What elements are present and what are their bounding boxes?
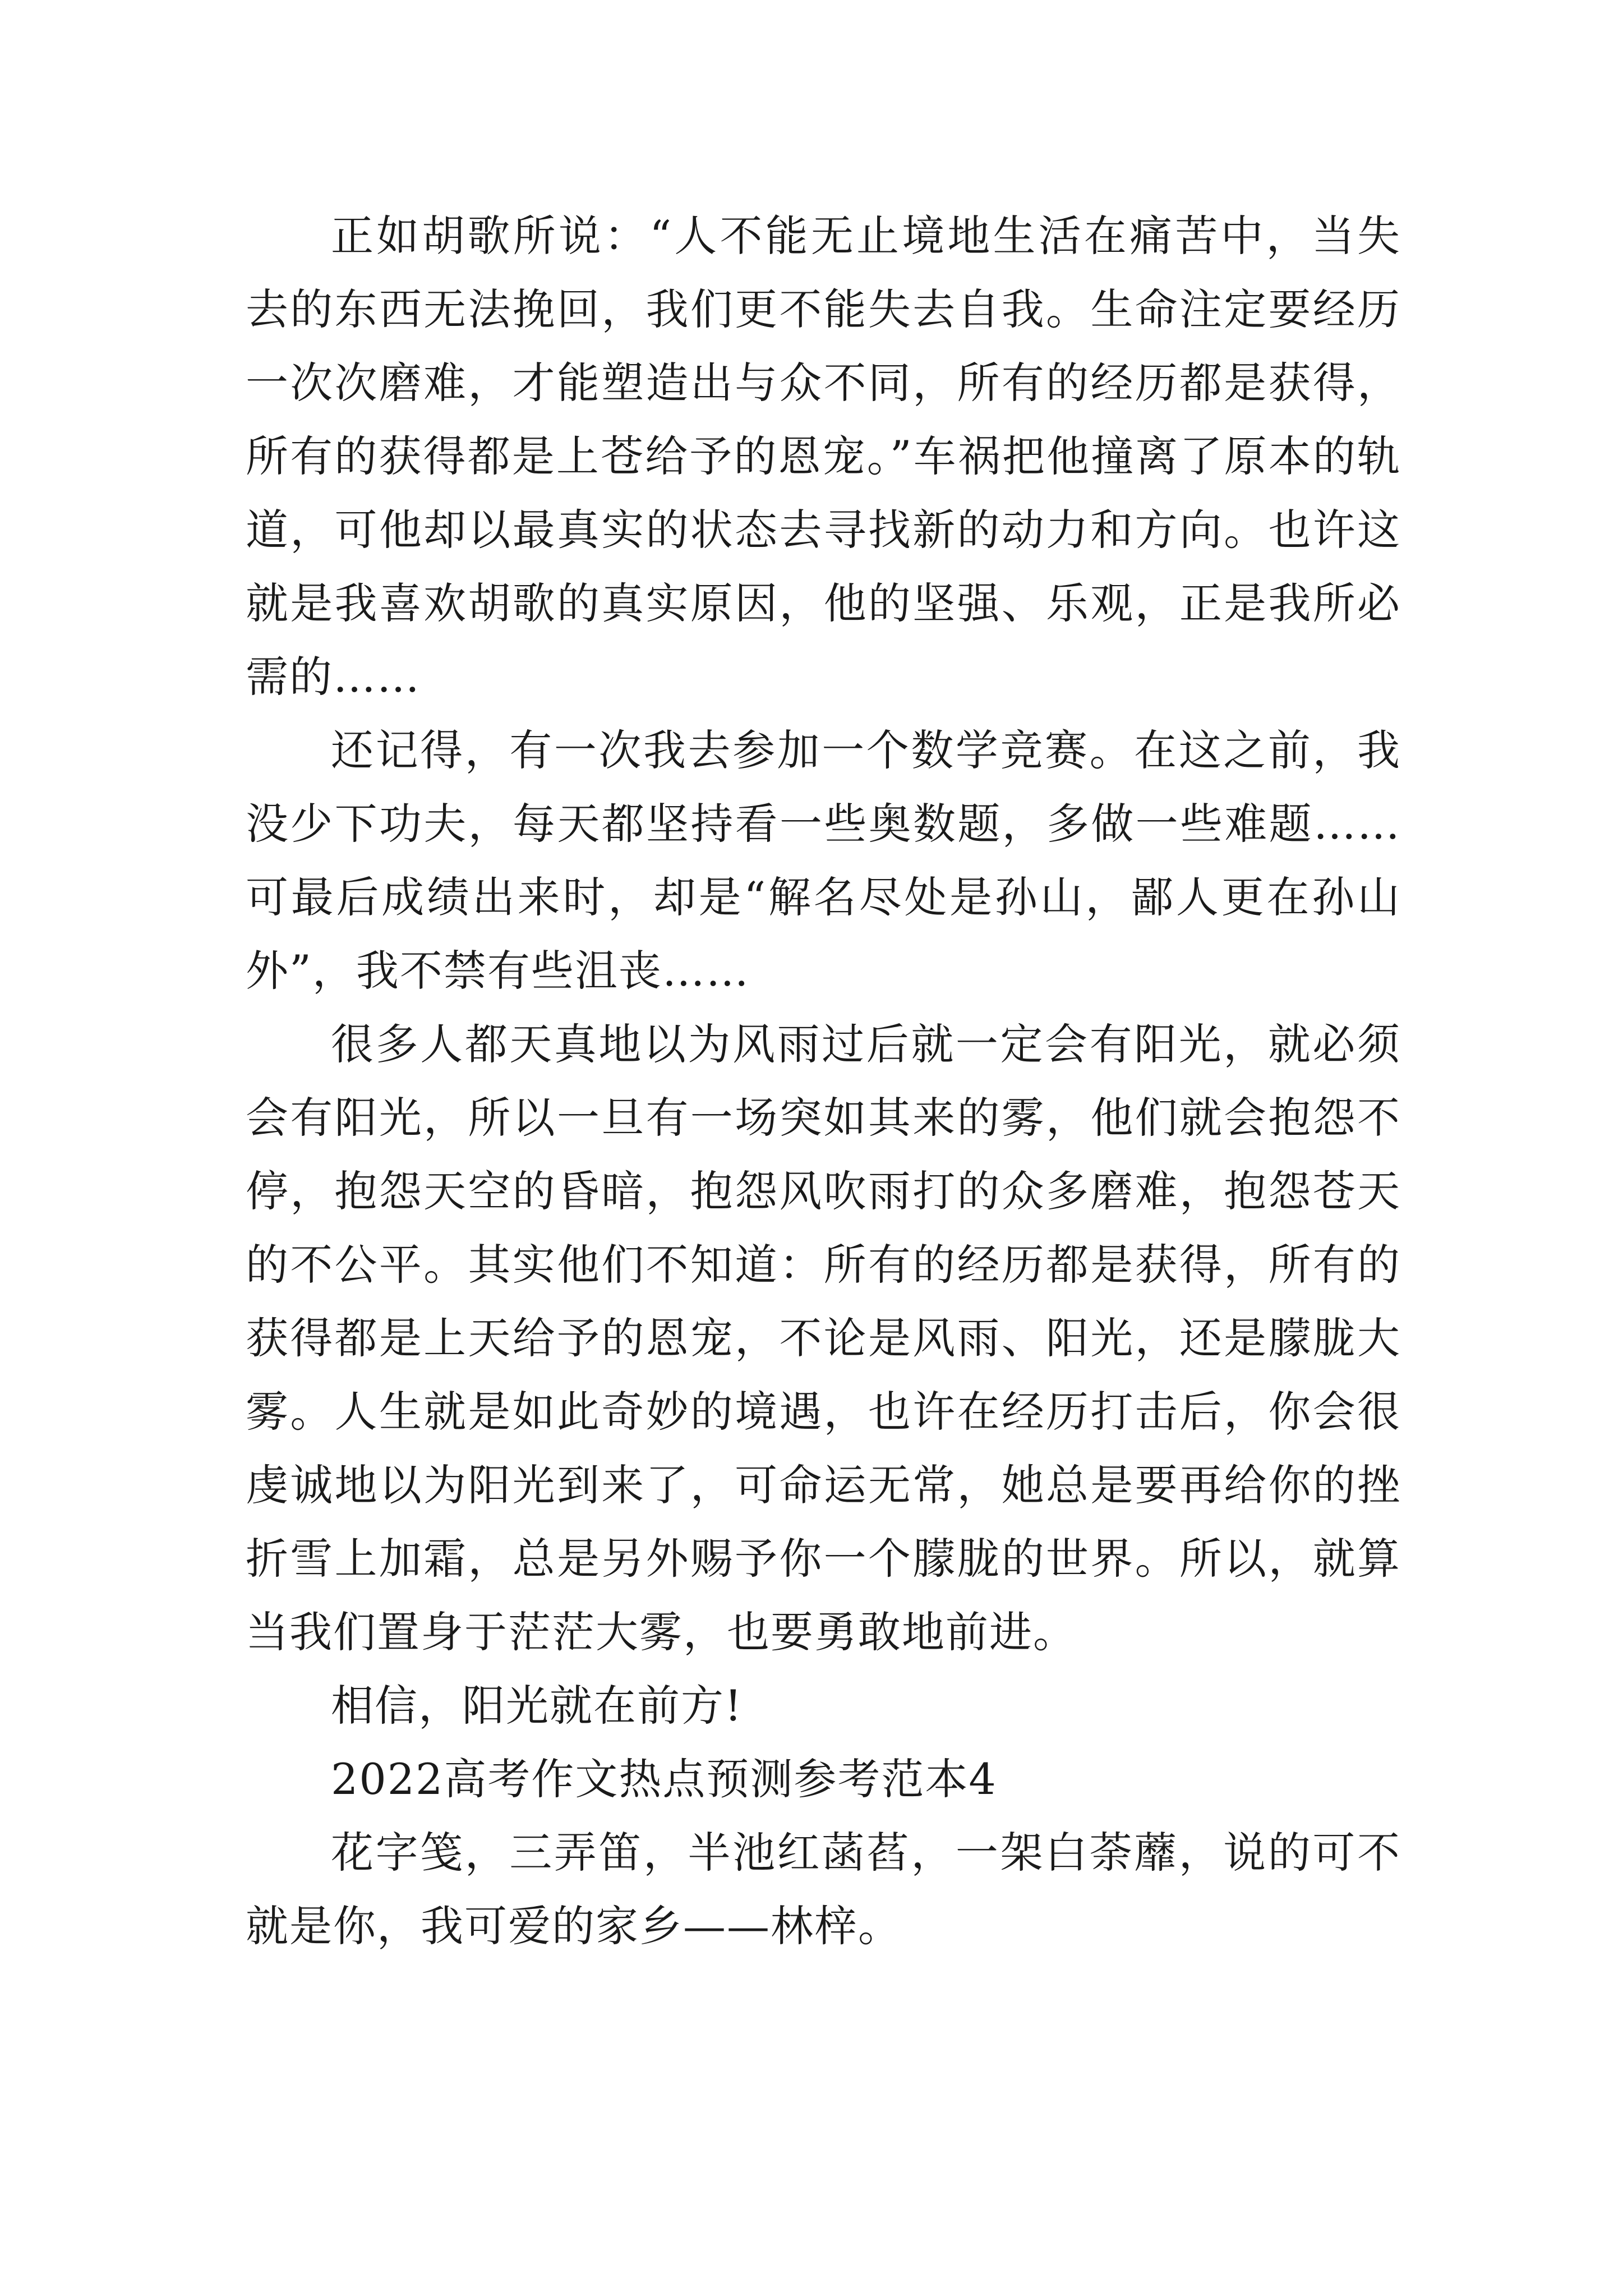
paragraph-3: 很多人都天真地以为风雨过后就一定会有阳光，就必须会有阳光，所以一旦有一场突如其来的雾，他们就会抱怨不停，抱怨天空的昏暗，抱怨风吹雨打的众多磨难，抱怨苍天的不公平。其实他们不知道：所有的经历都是获得，所有的获得都是上天给予的恩宠，不论是风雨、阳光，还是朦胧大雾。人生就是如此奇妙的境遇，也许在经历打击后，你会很虔诚地以为阳光到来了，可命运无常，她总是要再给你的挫折雪上加霜，总是另外赐予你一个朦胧的世界。所以，就算当我们置身于茫茫大雾，也要勇敢地前进。 [246,1019,1401,1657]
paragraph-1: 正如胡歌所说：“人不能无止境地生活在痛苦中，当失去的东西无法挽回，我们更不能失去自我。生命注定要经历一次次磨难，才能塑造出与众不同，所有的经历都是获得，所有的获得都是上苍给予的恩宠。”车祸把他撞离了原本的轨道，可他却以最真实的状态去寻找新的动力和方向。也许这就是我喜欢胡歌的真实原因，他的坚强、乐观，正是我所必需的…… [246,211,1401,702]
section-heading: 2022高考作文热点预测参考范本4 [331,1754,997,1804]
paragraph-4: 相信，阳光就在前方! [331,1681,743,1731]
paragraph-2: 还记得，有一次我去参加一个数学竞赛。在这之前，我没少下功夫，每天都坚持看一些奥数题，多做一些难题……可最后成绩出来时，却是“解名尽处是孙山，鄙人更在孙山外”，我不禁有些沮丧…… [246,725,1401,996]
document-body [246,199,1401,1963]
paragraph-5: 花字笺，三弄笛，半池红菡萏，一架白荼蘼，说的可不就是你，我可爱的家乡——林梓。 [246,1828,1401,1951]
